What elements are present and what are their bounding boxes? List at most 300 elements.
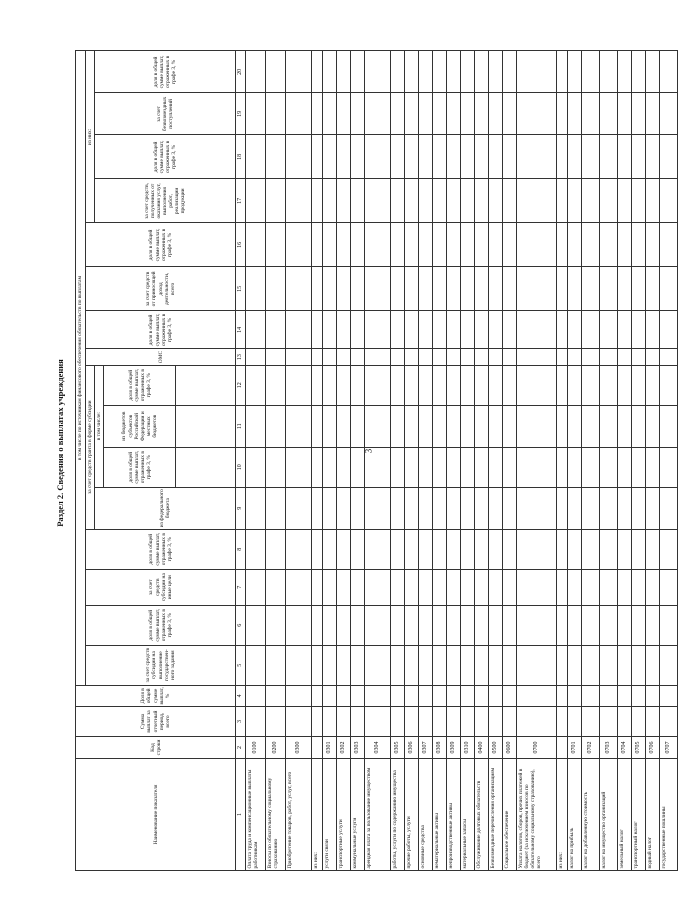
value-cell[interactable] (351, 569, 365, 605)
value-cell[interactable] (365, 529, 391, 569)
value-cell[interactable] (246, 487, 266, 529)
value-cell[interactable] (568, 529, 582, 569)
value-cell[interactable] (312, 529, 323, 569)
value-cell[interactable] (475, 707, 489, 737)
value-cell[interactable] (618, 365, 632, 405)
value-cell[interactable] (600, 311, 618, 349)
value-cell[interactable] (419, 51, 433, 93)
value-cell[interactable] (660, 51, 678, 93)
value-cell[interactable] (419, 645, 433, 685)
value-cell[interactable] (337, 365, 351, 405)
value-cell[interactable] (489, 349, 503, 365)
value-cell[interactable] (351, 529, 365, 569)
value-cell[interactable] (391, 223, 405, 267)
value-cell[interactable] (419, 365, 433, 405)
value-cell[interactable] (646, 135, 660, 179)
value-cell[interactable] (447, 605, 461, 645)
value-cell[interactable] (618, 93, 632, 135)
value-cell[interactable] (475, 569, 489, 605)
value-cell[interactable] (489, 447, 503, 487)
value-cell[interactable] (475, 529, 489, 569)
value-cell[interactable] (632, 569, 646, 605)
value-cell[interactable] (660, 707, 678, 737)
value-cell[interactable] (557, 605, 568, 645)
value-cell[interactable] (391, 605, 405, 645)
value-cell[interactable] (632, 447, 646, 487)
value-cell[interactable] (447, 365, 461, 405)
value-cell[interactable] (568, 223, 582, 267)
value-cell[interactable] (337, 349, 351, 365)
value-cell[interactable] (391, 569, 405, 605)
value-cell[interactable] (503, 707, 517, 737)
value-cell[interactable] (489, 179, 503, 223)
value-cell[interactable] (433, 645, 447, 685)
value-cell[interactable] (351, 645, 365, 685)
value-cell[interactable] (351, 349, 365, 365)
value-cell[interactable] (632, 349, 646, 365)
value-cell[interactable] (461, 569, 475, 605)
value-cell[interactable] (557, 311, 568, 349)
value-cell[interactable] (391, 135, 405, 179)
value-cell[interactable] (337, 93, 351, 135)
value-cell[interactable] (660, 645, 678, 685)
value-cell[interactable] (266, 605, 286, 645)
value-cell[interactable] (323, 267, 337, 311)
value-cell[interactable] (557, 707, 568, 737)
value-cell[interactable] (405, 311, 419, 349)
value-cell[interactable] (489, 365, 503, 405)
value-cell[interactable] (582, 447, 600, 487)
value-cell[interactable] (660, 349, 678, 365)
value-cell[interactable] (286, 569, 312, 605)
value-cell[interactable] (646, 349, 660, 365)
value-cell[interactable] (266, 569, 286, 605)
value-cell[interactable] (433, 447, 447, 487)
value-cell[interactable] (489, 93, 503, 135)
value-cell[interactable] (312, 179, 323, 223)
value-cell[interactable] (286, 605, 312, 645)
value-cell[interactable] (286, 311, 312, 349)
value-cell[interactable] (517, 529, 557, 569)
value-cell[interactable] (312, 267, 323, 311)
value-cell[interactable] (405, 487, 419, 529)
value-cell[interactable] (632, 51, 646, 93)
value-cell[interactable] (312, 707, 323, 737)
value-cell[interactable] (391, 405, 405, 447)
value-cell[interactable] (351, 487, 365, 529)
value-cell[interactable] (461, 487, 475, 529)
value-cell[interactable] (312, 447, 323, 487)
value-cell[interactable] (391, 93, 405, 135)
value-cell[interactable] (337, 267, 351, 311)
value-cell[interactable] (266, 707, 286, 737)
value-cell[interactable] (365, 135, 391, 179)
value-cell[interactable] (365, 93, 391, 135)
value-cell[interactable] (660, 447, 678, 487)
value-cell[interactable] (568, 179, 582, 223)
value-cell[interactable] (517, 135, 557, 179)
value-cell[interactable] (600, 267, 618, 311)
value-cell[interactable] (568, 405, 582, 447)
value-cell[interactable] (323, 93, 337, 135)
value-cell[interactable] (433, 223, 447, 267)
value-cell[interactable] (337, 569, 351, 605)
value-cell[interactable] (405, 405, 419, 447)
value-cell[interactable] (461, 51, 475, 93)
value-cell[interactable] (632, 223, 646, 267)
value-cell[interactable] (405, 267, 419, 311)
value-cell[interactable] (517, 447, 557, 487)
value-cell[interactable] (646, 267, 660, 311)
value-cell[interactable] (660, 569, 678, 605)
value-cell[interactable] (461, 311, 475, 349)
value-cell[interactable] (312, 51, 323, 93)
value-cell[interactable] (646, 685, 660, 706)
value-cell[interactable] (246, 179, 266, 223)
value-cell[interactable] (489, 405, 503, 447)
value-cell[interactable] (266, 93, 286, 135)
value-cell[interactable] (646, 311, 660, 349)
value-cell[interactable] (433, 267, 447, 311)
value-cell[interactable] (419, 349, 433, 365)
value-cell[interactable] (391, 645, 405, 685)
value-cell[interactable] (568, 267, 582, 311)
value-cell[interactable] (489, 529, 503, 569)
value-cell[interactable] (646, 365, 660, 405)
value-cell[interactable] (503, 223, 517, 267)
value-cell[interactable] (447, 135, 461, 179)
value-cell[interactable] (433, 365, 447, 405)
value-cell[interactable] (503, 605, 517, 645)
value-cell[interactable] (337, 605, 351, 645)
value-cell[interactable] (365, 179, 391, 223)
value-cell[interactable] (447, 349, 461, 365)
value-cell[interactable] (557, 365, 568, 405)
value-cell[interactable] (405, 685, 419, 706)
value-cell[interactable] (489, 645, 503, 685)
value-cell[interactable] (351, 685, 365, 706)
value-cell[interactable] (433, 529, 447, 569)
value-cell[interactable] (557, 179, 568, 223)
value-cell[interactable] (433, 135, 447, 179)
value-cell[interactable] (475, 447, 489, 487)
value-cell[interactable] (646, 529, 660, 569)
value-cell[interactable] (365, 645, 391, 685)
value-cell[interactable] (312, 365, 323, 405)
value-cell[interactable] (475, 405, 489, 447)
value-cell[interactable] (503, 135, 517, 179)
value-cell[interactable] (582, 93, 600, 135)
value-cell[interactable] (351, 447, 365, 487)
value-cell[interactable] (618, 569, 632, 605)
value-cell[interactable] (475, 179, 489, 223)
value-cell[interactable] (660, 179, 678, 223)
value-cell[interactable] (461, 365, 475, 405)
value-cell[interactable] (391, 685, 405, 706)
value-cell[interactable] (419, 605, 433, 645)
value-cell[interactable] (433, 51, 447, 93)
value-cell[interactable] (517, 267, 557, 311)
value-cell[interactable] (286, 707, 312, 737)
value-cell[interactable] (582, 405, 600, 447)
value-cell[interactable] (246, 311, 266, 349)
value-cell[interactable] (582, 135, 600, 179)
value-cell[interactable] (323, 645, 337, 685)
value-cell[interactable] (475, 311, 489, 349)
value-cell[interactable] (405, 645, 419, 685)
value-cell[interactable] (557, 267, 568, 311)
value-cell[interactable] (461, 645, 475, 685)
value-cell[interactable] (557, 645, 568, 685)
value-cell[interactable] (517, 179, 557, 223)
value-cell[interactable] (618, 487, 632, 529)
value-cell[interactable] (365, 51, 391, 93)
value-cell[interactable] (461, 223, 475, 267)
value-cell[interactable] (475, 349, 489, 365)
value-cell[interactable] (246, 93, 266, 135)
value-cell[interactable] (646, 645, 660, 685)
value-cell[interactable] (582, 645, 600, 685)
value-cell[interactable] (582, 267, 600, 311)
value-cell[interactable] (365, 685, 391, 706)
value-cell[interactable] (286, 529, 312, 569)
value-cell[interactable] (557, 529, 568, 569)
value-cell[interactable] (600, 707, 618, 737)
value-cell[interactable] (475, 605, 489, 645)
value-cell[interactable] (337, 529, 351, 569)
value-cell[interactable] (618, 685, 632, 706)
value-cell[interactable] (600, 405, 618, 447)
value-cell[interactable] (660, 311, 678, 349)
value-cell[interactable] (600, 179, 618, 223)
value-cell[interactable] (646, 605, 660, 645)
value-cell[interactable] (323, 311, 337, 349)
value-cell[interactable] (433, 487, 447, 529)
value-cell[interactable] (266, 267, 286, 311)
value-cell[interactable] (461, 93, 475, 135)
value-cell[interactable] (618, 645, 632, 685)
value-cell[interactable] (391, 487, 405, 529)
value-cell[interactable] (447, 529, 461, 569)
value-cell[interactable] (365, 405, 391, 447)
value-cell[interactable] (600, 569, 618, 605)
value-cell[interactable] (568, 605, 582, 645)
value-cell[interactable] (419, 685, 433, 706)
value-cell[interactable] (323, 707, 337, 737)
value-cell[interactable] (286, 51, 312, 93)
value-cell[interactable] (646, 707, 660, 737)
value-cell[interactable] (618, 179, 632, 223)
value-cell[interactable] (419, 135, 433, 179)
value-cell[interactable] (391, 179, 405, 223)
value-cell[interactable] (557, 447, 568, 487)
value-cell[interactable] (557, 135, 568, 179)
value-cell[interactable] (517, 223, 557, 267)
value-cell[interactable] (489, 685, 503, 706)
value-cell[interactable] (503, 569, 517, 605)
value-cell[interactable] (600, 51, 618, 93)
value-cell[interactable] (461, 405, 475, 447)
value-cell[interactable] (461, 349, 475, 365)
value-cell[interactable] (433, 707, 447, 737)
value-cell[interactable] (433, 605, 447, 645)
value-cell[interactable] (246, 51, 266, 93)
value-cell[interactable] (568, 569, 582, 605)
value-cell[interactable] (568, 349, 582, 365)
value-cell[interactable] (351, 223, 365, 267)
value-cell[interactable] (557, 51, 568, 93)
value-cell[interactable] (461, 605, 475, 645)
value-cell[interactable] (582, 605, 600, 645)
value-cell[interactable] (447, 179, 461, 223)
value-cell[interactable] (286, 685, 312, 706)
value-cell[interactable] (568, 645, 582, 685)
value-cell[interactable] (447, 569, 461, 605)
value-cell[interactable] (286, 645, 312, 685)
value-cell[interactable] (365, 605, 391, 645)
value-cell[interactable] (517, 349, 557, 365)
value-cell[interactable] (568, 447, 582, 487)
value-cell[interactable] (266, 349, 286, 365)
value-cell[interactable] (405, 707, 419, 737)
value-cell[interactable] (405, 569, 419, 605)
value-cell[interactable] (405, 349, 419, 365)
value-cell[interactable] (600, 529, 618, 569)
value-cell[interactable] (351, 51, 365, 93)
value-cell[interactable] (503, 267, 517, 311)
value-cell[interactable] (312, 223, 323, 267)
value-cell[interactable] (433, 405, 447, 447)
value-cell[interactable] (323, 685, 337, 706)
value-cell[interactable] (246, 267, 266, 311)
value-cell[interactable] (419, 447, 433, 487)
value-cell[interactable] (489, 51, 503, 93)
value-cell[interactable] (266, 487, 286, 529)
value-cell[interactable] (632, 645, 646, 685)
value-cell[interactable] (337, 685, 351, 706)
value-cell[interactable] (557, 405, 568, 447)
value-cell[interactable] (419, 707, 433, 737)
value-cell[interactable] (600, 487, 618, 529)
value-cell[interactable] (489, 605, 503, 645)
value-cell[interactable] (323, 405, 337, 447)
value-cell[interactable] (323, 135, 337, 179)
value-cell[interactable] (246, 605, 266, 645)
value-cell[interactable] (475, 685, 489, 706)
value-cell[interactable] (489, 311, 503, 349)
value-cell[interactable] (391, 267, 405, 311)
value-cell[interactable] (246, 529, 266, 569)
value-cell[interactable] (323, 487, 337, 529)
value-cell[interactable] (582, 707, 600, 737)
value-cell[interactable] (503, 179, 517, 223)
value-cell[interactable] (266, 365, 286, 405)
value-cell[interactable] (286, 267, 312, 311)
value-cell[interactable] (447, 405, 461, 447)
value-cell[interactable] (461, 447, 475, 487)
value-cell[interactable] (447, 685, 461, 706)
value-cell[interactable] (312, 135, 323, 179)
value-cell[interactable] (489, 135, 503, 179)
value-cell[interactable] (517, 569, 557, 605)
value-cell[interactable] (600, 447, 618, 487)
value-cell[interactable] (557, 349, 568, 365)
value-cell[interactable] (323, 365, 337, 405)
value-cell[interactable] (582, 529, 600, 569)
value-cell[interactable] (447, 311, 461, 349)
value-cell[interactable] (365, 365, 391, 405)
value-cell[interactable] (419, 93, 433, 135)
value-cell[interactable] (266, 645, 286, 685)
value-cell[interactable] (447, 447, 461, 487)
value-cell[interactable] (266, 311, 286, 349)
value-cell[interactable] (660, 93, 678, 135)
value-cell[interactable] (632, 179, 646, 223)
value-cell[interactable] (286, 405, 312, 447)
value-cell[interactable] (632, 685, 646, 706)
value-cell[interactable] (391, 365, 405, 405)
value-cell[interactable] (660, 267, 678, 311)
value-cell[interactable] (660, 605, 678, 645)
value-cell[interactable] (447, 223, 461, 267)
value-cell[interactable] (266, 447, 286, 487)
value-cell[interactable] (475, 93, 489, 135)
value-cell[interactable] (517, 487, 557, 529)
value-cell[interactable] (632, 311, 646, 349)
value-cell[interactable] (489, 223, 503, 267)
value-cell[interactable] (600, 645, 618, 685)
value-cell[interactable] (365, 267, 391, 311)
value-cell[interactable] (337, 645, 351, 685)
value-cell[interactable] (632, 605, 646, 645)
value-cell[interactable] (503, 487, 517, 529)
value-cell[interactable] (246, 707, 266, 737)
value-cell[interactable] (557, 569, 568, 605)
value-cell[interactable] (246, 349, 266, 365)
value-cell[interactable] (517, 405, 557, 447)
value-cell[interactable] (246, 365, 266, 405)
value-cell[interactable] (323, 51, 337, 93)
value-cell[interactable] (323, 223, 337, 267)
value-cell[interactable] (503, 365, 517, 405)
value-cell[interactable] (419, 487, 433, 529)
value-cell[interactable] (447, 707, 461, 737)
value-cell[interactable] (337, 405, 351, 447)
value-cell[interactable] (475, 645, 489, 685)
value-cell[interactable] (266, 135, 286, 179)
value-cell[interactable] (517, 645, 557, 685)
value-cell[interactable] (489, 267, 503, 311)
value-cell[interactable] (433, 569, 447, 605)
value-cell[interactable] (351, 135, 365, 179)
value-cell[interactable] (312, 405, 323, 447)
value-cell[interactable] (632, 707, 646, 737)
value-cell[interactable] (660, 223, 678, 267)
value-cell[interactable] (646, 93, 660, 135)
value-cell[interactable] (568, 51, 582, 93)
value-cell[interactable] (618, 223, 632, 267)
value-cell[interactable] (503, 349, 517, 365)
value-cell[interactable] (557, 685, 568, 706)
value-cell[interactable] (405, 365, 419, 405)
value-cell[interactable] (582, 349, 600, 365)
value-cell[interactable] (323, 179, 337, 223)
value-cell[interactable] (391, 447, 405, 487)
value-cell[interactable] (632, 487, 646, 529)
value-cell[interactable] (646, 487, 660, 529)
value-cell[interactable] (312, 93, 323, 135)
value-cell[interactable] (461, 267, 475, 311)
